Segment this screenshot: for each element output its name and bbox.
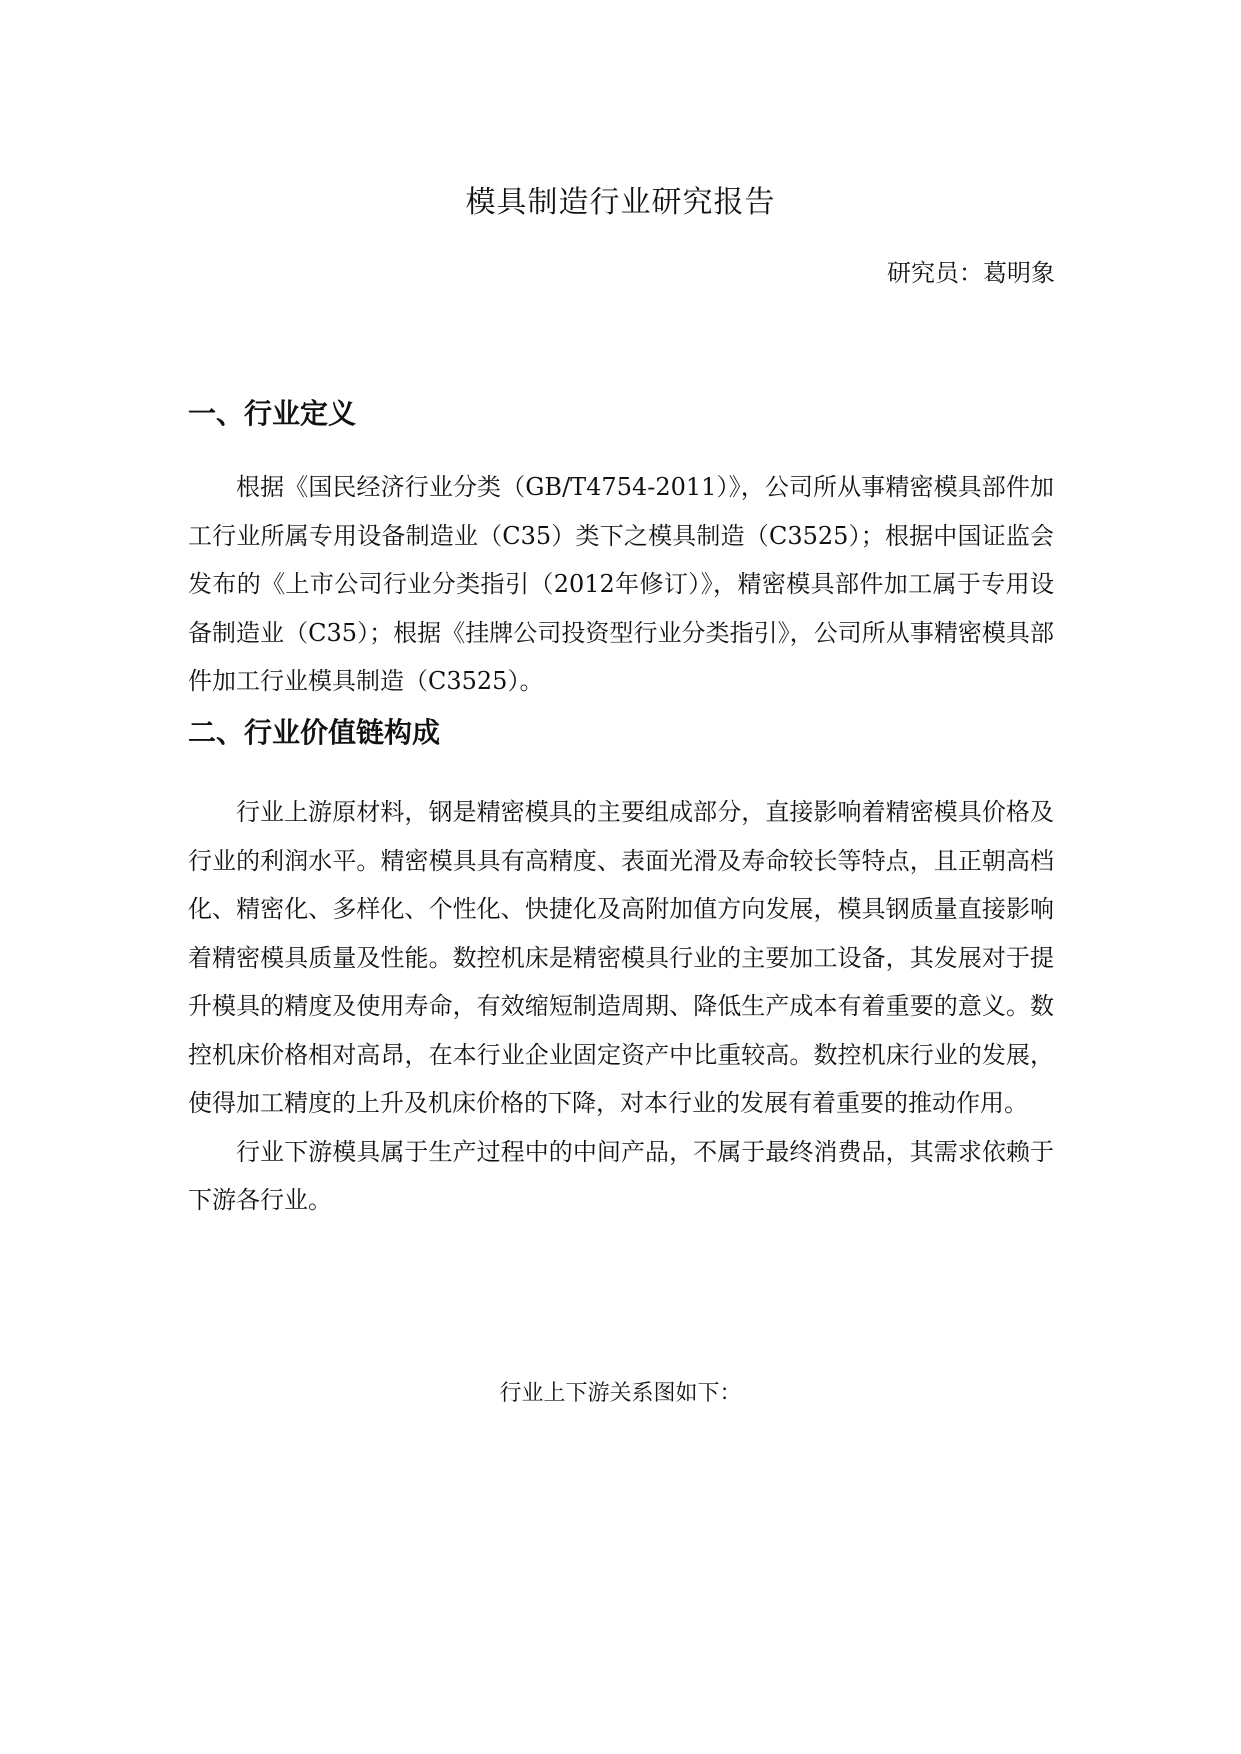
author-line: 研究员：葛明象: [887, 259, 1055, 287]
section-heading-value-chain: 二、行业价值链构成: [188, 716, 441, 749]
paragraph: 根据《国民经济行业分类（GB/T4754-2011）》，公司所从事精密模具部件加工行业所属专用设备制造业（C35）类下之模具制造（C3525）；根据中国证监会发布的《上市公司行业分类指引（2012年修订）》，精密模具部件加工属于专用设备制造业（C35）；根据《挂牌公司投资型行业分类指引》，公司所从事精密模具部件加工行业模具制造（C3525）。: [188, 473, 1054, 695]
figure-caption: 行业上下游关系图如下：: [499, 1381, 742, 1406]
section-body-definition: [188, 463, 1054, 706]
section-body-value-chain: [188, 788, 1054, 1225]
section-heading-definition: 一、行业定义: [188, 397, 357, 430]
paragraph: 行业上游原材料，钢是精密模具的主要组成部分，直接影响着精密模具价格及行业的利润水平。精密模具具有高精度、表面光滑及寿命较长等特点，且正朝高档化、精密化、多样化、个性化、快捷化及高附加值方向发展，模具钢质量直接影响着精密模具质量及性能。数控机床是精密模具行业的主要加工设备，其发展对于提升模具的精度及使用寿命，有效缩短制造周期、降低生产成本有着重要的意义。数控机床价格相对高昂，在本行业企业固定资产中比重较高。数控机床行业的发展，使得加工精度的上升及机床价格的下降，对本行业的发展有着重要的推动作用。: [188, 798, 1054, 1117]
paragraph: 行业下游模具属于生产过程中的中间产品，不属于最终消费品，其需求依赖于下游各行业。: [188, 1137, 1054, 1214]
document-title: 模具制造行业研究报告: [465, 185, 776, 220]
